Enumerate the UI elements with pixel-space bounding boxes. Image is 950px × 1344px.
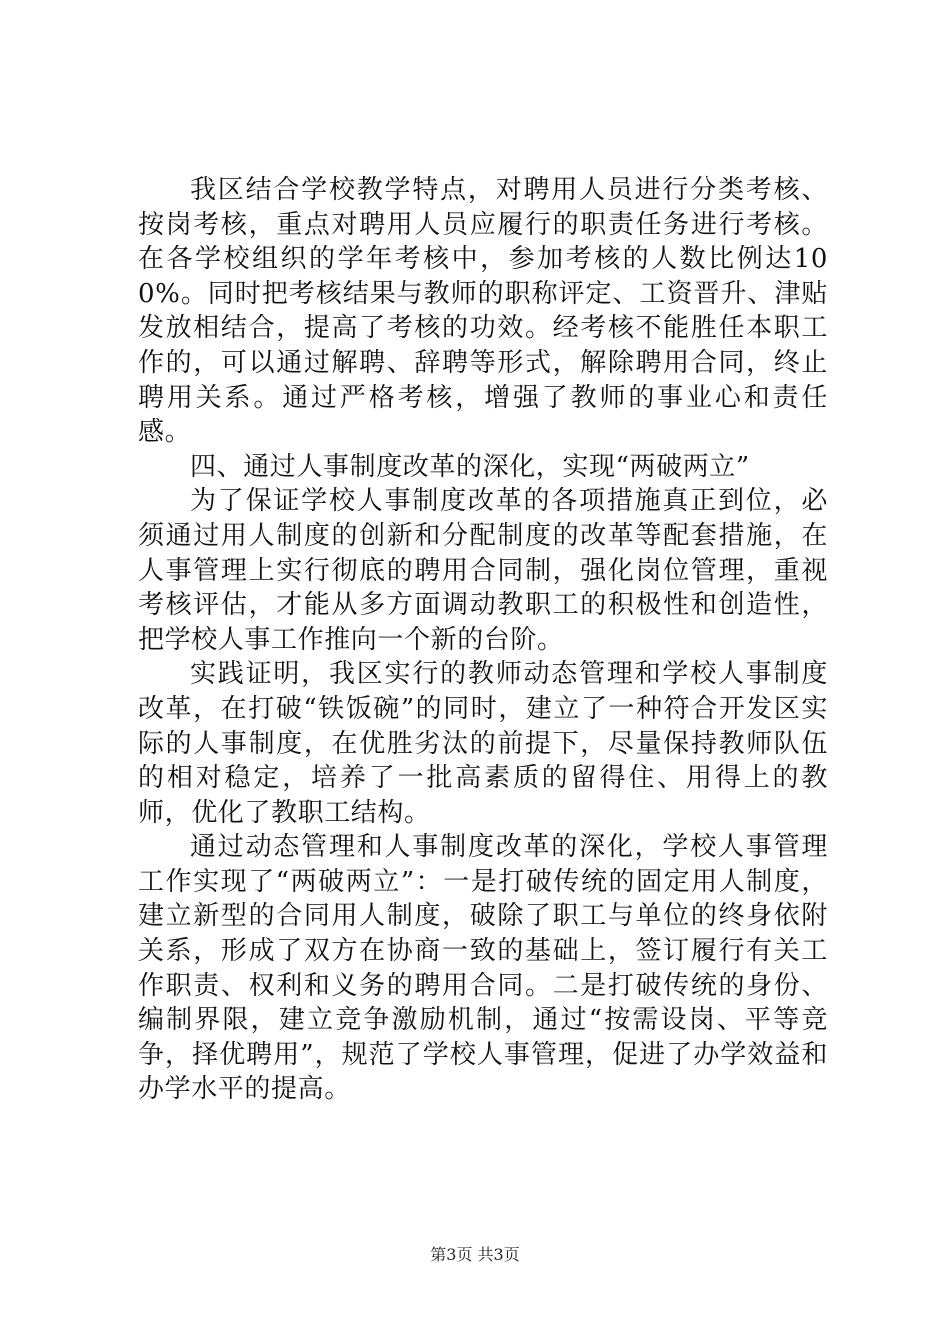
section-heading-four: 四、通过人事制度改革的深化，实现“两破两立” bbox=[190, 451, 750, 482]
paragraph-practice: 实践证明，我区实行的教师动态管理和学校人事制度改革，在打破“铁饭碗”的同时，建立了一种符合开发区实际的人事制度，在优胜劣汰的前提下，尽量保持教师队伍的相对稳定，培养了一批高素质的留得住、用得上的教师，优化了教职工结构。 bbox=[138, 659, 828, 828]
paragraph-assessment: 我区结合学校教学特点，对聘用人员进行分类考核、按岗考核，重点对聘用人员应履行的职责任务进行考核。在各学校组织的学年考核中，参加考核的人数比例达100%。同时把考核结果与教师的职称评定、工资晋升、津贴发放相结合，提高了考核的功效。经考核不能胜任本职工作的，可以通过解聘、辞聘等形式，解除聘用合同，终止聘用关系。通过严格考核，增强了教师的事业心和责任感。 bbox=[138, 175, 828, 448]
paragraph-two-breaks: 通过动态管理和人事制度改革的深化，学校人事管理工作实现了“两破两立”：一是打破传统的固定用人制度，建立新型的合同用人制度，破除了职工与单位的终身依附关系，形成了双方在协商一致的基础上，签订履行有关工作职责、权利和义务的聘用合同。二是打破传统的身份、编制界限，建立竞争激励机制，通过“按需设岗、平等竞争，择优聘用”，规范了学校人事管理，促进了办学效益和办学水平的提高。 bbox=[138, 832, 828, 1105]
paragraph-measures: 为了保证学校人事制度改革的各项措施真正到位，必须通过用人制度的创新和分配制度的改革等配套措施，在人事管理上实行彻底的聘用合同制，强化岗位管理，重视考核评估，才能从多方面调动教职工的积极性和创造性，把学校人事工作推向一个新的台阶。 bbox=[138, 486, 828, 655]
page-footer: 第3页 共3页 bbox=[430, 1245, 520, 1264]
document-body bbox=[138, 173, 828, 1107]
